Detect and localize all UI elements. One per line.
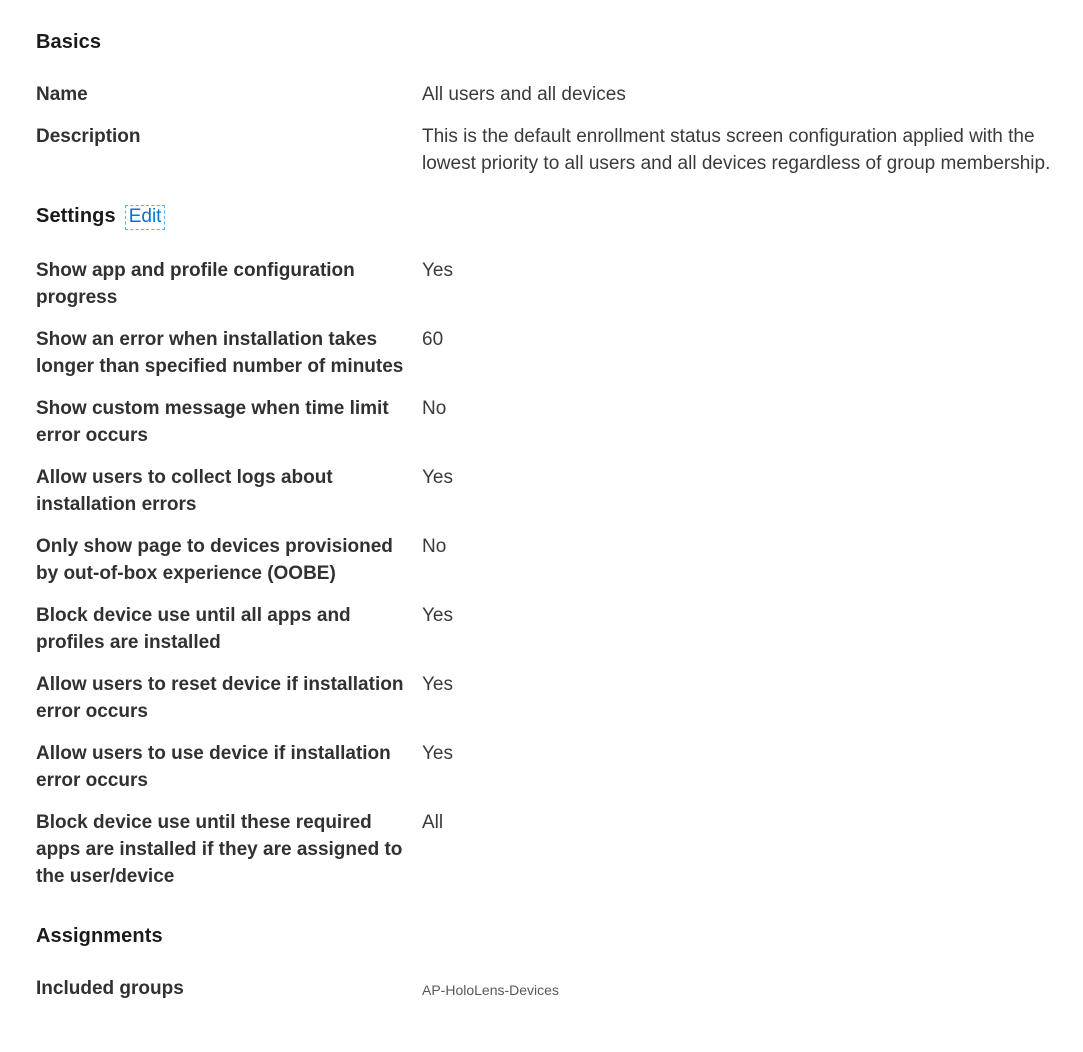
row-label: Name — [36, 84, 88, 105]
settings-row — [36, 602, 1069, 656]
row-value: Yes — [422, 605, 453, 626]
settings-row — [36, 257, 1069, 311]
settings-row — [36, 809, 1069, 890]
assignments-row-included-groups — [36, 975, 1069, 1002]
assignments-section-header — [36, 924, 1069, 948]
row-label: Show an error when installation takes longer than specified number of minutes — [36, 329, 404, 377]
settings-section-header — [36, 204, 1069, 230]
row-label: Allow users to collect logs about installation errors — [36, 467, 333, 515]
row-label: Block device use until these required apps are installed if they are assigned to the user/device — [36, 812, 403, 887]
settings-row — [36, 671, 1069, 725]
basics-section-header — [36, 30, 1069, 54]
settings-section-title: Settings — [36, 205, 116, 227]
row-value: Yes — [422, 467, 453, 488]
basics-row-name — [36, 81, 1069, 108]
row-value: Yes — [422, 743, 453, 764]
row-value: AP-HoloLens-Devices — [422, 982, 559, 998]
row-label: Included groups — [36, 978, 184, 999]
row-label: Only show page to devices provisioned by out-of-box experience (OOBE) — [36, 536, 393, 584]
basics-row-description — [36, 123, 1069, 177]
row-label: Show custom message when time limit error occurs — [36, 398, 389, 446]
row-label: Allow users to reset device if installation error occurs — [36, 674, 404, 722]
settings-row — [36, 740, 1069, 794]
row-value: This is the default enrollment status screen configuration applied with the lowest priority to all users and all devices regardless of group membership. — [422, 126, 1051, 174]
row-label: Show app and profile configuration progress — [36, 260, 355, 308]
row-value: Yes — [422, 260, 453, 281]
settings-edit-link[interactable]: Edit — [125, 205, 166, 230]
row-value: No — [422, 398, 447, 419]
assignments-section — [36, 975, 1069, 1002]
row-label: Description — [36, 126, 141, 147]
assignments-section-title: Assignments — [36, 925, 163, 947]
row-value: 60 — [422, 329, 444, 350]
row-value: No — [422, 536, 447, 557]
basics-section — [36, 81, 1069, 177]
row-value: All — [422, 812, 444, 833]
row-label: Block device use until all apps and profiles are installed — [36, 605, 351, 653]
settings-row — [36, 533, 1069, 587]
row-value: All users and all devices — [422, 84, 626, 105]
settings-row — [36, 464, 1069, 518]
basics-section-title: Basics — [36, 31, 102, 53]
settings-section — [36, 257, 1069, 890]
settings-row — [36, 326, 1069, 380]
row-label: Allow users to use device if installation error occurs — [36, 743, 391, 791]
settings-row — [36, 395, 1069, 449]
row-value: Yes — [422, 674, 453, 695]
